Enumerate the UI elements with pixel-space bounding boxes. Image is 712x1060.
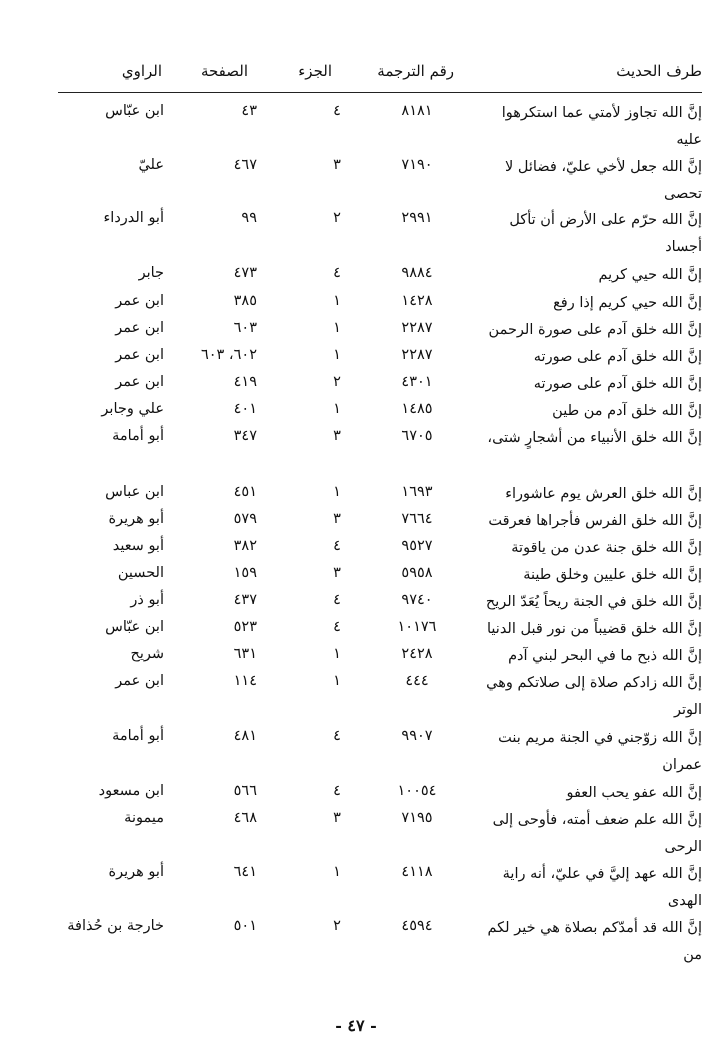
hadith-incipit: إنَّ الله تجاوز لأمتي عما استكرهوا عليه: [501, 105, 702, 148]
volume-number: ٢: [333, 374, 341, 390]
table-row: [0, 562, 712, 590]
entry-number: ٢٩٩١: [401, 210, 433, 226]
header-rawi: الراوي: [121, 62, 162, 80]
hadith-incipit: إنَّ الله خلق آدم من طين: [552, 403, 702, 419]
hadith-incipit: إنَّ الله خلق في الجنة ريحاً يُعَدّ الريح: [485, 594, 702, 610]
table-row: [0, 290, 712, 318]
page-ref: ٦٠٢، ٦٠٣: [200, 347, 257, 363]
entry-number: ٨١٨١: [401, 103, 433, 119]
page-ref: ٤٥١: [233, 484, 257, 500]
hadith-incipit: إنَّ الله عفو يحب العفو: [566, 785, 702, 801]
page-ref: ١٥٩: [233, 565, 257, 581]
volume-number: ١: [333, 864, 341, 880]
table-row: [0, 643, 712, 671]
entry-number: ٢٢٨٧: [401, 347, 433, 363]
page-ref: ٥٧٩: [233, 511, 257, 527]
volume-number: ٣: [333, 810, 341, 826]
hadith-incipit: إنَّ الله خلق قضيباً من نور قبل الدنيا: [486, 621, 702, 637]
volume-number: ٣: [333, 565, 341, 581]
header-page: الصفحة: [200, 62, 248, 80]
entry-number: ٤١١٨: [401, 864, 433, 880]
header-num: رقم الترجمة: [377, 62, 454, 80]
narrator: الحسين: [117, 565, 164, 581]
hadith-incipit: إنَّ الله عهد إليَّ في عليّ، أنه راية الهدى: [502, 866, 702, 909]
page-ref: ١١٤: [233, 673, 257, 689]
entry-number: ٤٣٠١: [401, 374, 433, 390]
hadith-incipit: إنَّ الله علم ضعف أمته، فأوحى إلى الرحى: [492, 812, 702, 855]
page-ref: ٦٤١: [233, 864, 257, 880]
narrator: ابن عبّاس: [105, 103, 164, 119]
narrator: أبو هريرة: [108, 511, 164, 527]
narrator: أبو الدرداء: [103, 210, 164, 226]
volume-number: ١: [333, 673, 341, 689]
entry-number: ٦٧٠٥: [401, 428, 433, 444]
narrator: جابر: [138, 265, 164, 281]
page-ref: ٤٣٧: [233, 592, 257, 608]
hadith-incipit: إنَّ الله حيي كريم: [598, 267, 702, 283]
table-row: [0, 371, 712, 399]
entry-number: ٧١٩٠: [401, 157, 433, 173]
hadith-incipit: إنَّ الله جعل لأخي عليّ، فضائل لا تحصى: [504, 159, 702, 202]
hadith-incipit: إنَّ الله خلق آدم على صورته: [533, 376, 702, 392]
header-rule: [58, 92, 702, 93]
volume-number: ٣: [333, 157, 341, 173]
table-row: [0, 398, 712, 426]
entry-number: ٢٢٨٧: [401, 320, 433, 336]
entry-number: ٥٩٥٨: [401, 565, 433, 581]
header-tarf: طرف الحديث: [616, 62, 702, 80]
page-ref: ٣٨٥: [233, 293, 257, 309]
hadith-incipit: إنَّ الله خلق آدم على صورته: [533, 349, 702, 365]
entry-number: ٧٦٦٤: [401, 511, 433, 527]
table-row: [0, 508, 712, 536]
narrator: شريح: [130, 646, 164, 662]
table-row: [0, 344, 712, 372]
volume-number: ٤: [333, 538, 341, 554]
hadith-incipit: إنَّ الله خلق عليين وخلق طينة: [523, 567, 702, 583]
volume-number: ١: [333, 646, 341, 662]
page-ref: ٥٦٦: [233, 783, 257, 799]
table-row: [0, 207, 712, 255]
page-ref: ٦٠٣: [233, 320, 257, 336]
page-ref: ٣٨٢: [233, 538, 257, 554]
narrator: ابن عمر: [115, 374, 164, 390]
page-number: - ٤٧ -: [335, 1016, 377, 1035]
entry-number: ٩٩٠٧: [401, 728, 433, 744]
page-ref: ٤٨١: [233, 728, 257, 744]
narrator: ميمونة: [124, 810, 164, 826]
page-ref: ٤٦٧: [233, 157, 257, 173]
table-row: [0, 670, 712, 718]
page-ref: ٣٤٧: [233, 428, 257, 444]
hadith-incipit: إنَّ الله زوّجني في الجنة مريم بنت عمران: [498, 730, 702, 773]
volume-number: ١: [333, 401, 341, 417]
table-row: [0, 154, 712, 202]
hadith-incipit: إنَّ الله حرّم على الأرض أن تأكل أجساد: [509, 212, 702, 255]
table-row: [0, 616, 712, 644]
volume-number: ٤: [333, 783, 341, 799]
entry-number: ١٤٢٨: [401, 293, 433, 309]
volume-number: ١: [333, 320, 341, 336]
table-row: [0, 100, 712, 148]
entry-number: ٧١٩٥: [401, 810, 433, 826]
page-ref: ٤٠١: [233, 401, 257, 417]
narrator: أبو ذر: [130, 592, 164, 608]
entry-number: ١٦٩٣: [401, 484, 433, 500]
table-row: [0, 807, 712, 855]
narrator: ابن عمر: [115, 293, 164, 309]
entry-number: ٩٧٤٠: [401, 592, 433, 608]
hadith-incipit: إنَّ الله خلق آدم على صورة الرحمن: [488, 322, 702, 338]
entry-number: ١٠١٧٦: [397, 619, 437, 635]
page-ref: ٥٢٣: [233, 619, 257, 635]
volume-number: ٣: [333, 511, 341, 527]
narrator: خارجة بن حُذافة: [67, 918, 164, 934]
hadith-incipit: إنَّ الله خلق العرش يوم عاشوراء: [505, 486, 702, 502]
page-ref: ٩٩: [241, 210, 257, 226]
table-row: [0, 535, 712, 563]
entry-number: ١٤٨٥: [401, 401, 433, 417]
volume-number: ٤: [333, 265, 341, 281]
narrator: علي وجابر: [101, 401, 164, 417]
narrator: عليّ: [138, 157, 164, 173]
header-part: الجزء: [298, 62, 332, 80]
entry-number: ٤٤٤: [405, 673, 429, 689]
entry-number: ٩٨٨٤: [401, 265, 433, 281]
narrator: ابن عمر: [115, 673, 164, 689]
narrator: أبو سعيد: [112, 538, 164, 554]
table-row: [0, 262, 712, 290]
page-ref: ٥٠١: [233, 918, 257, 934]
volume-number: ١: [333, 484, 341, 500]
entry-number: ٤٥٩٤: [401, 918, 433, 934]
volume-number: ٤: [333, 728, 341, 744]
narrator: ابن عبّاس: [105, 619, 164, 635]
table-row: [0, 861, 712, 909]
hadith-incipit: إنَّ الله قد أمدّكم بصلاة هي خير لكم من: [487, 920, 702, 963]
narrator: ابن عمر: [115, 320, 164, 336]
volume-number: ١: [333, 293, 341, 309]
volume-number: ٢: [333, 210, 341, 226]
table-row: [0, 725, 712, 773]
narrator: ابن مسعود: [98, 783, 164, 799]
table-row: [0, 317, 712, 345]
volume-number: ٤: [333, 592, 341, 608]
entry-number: ٢٤٢٨: [401, 646, 433, 662]
volume-number: ٤: [333, 619, 341, 635]
table-row: [0, 481, 712, 509]
table-row: [0, 915, 712, 963]
hadith-incipit: إنَّ الله زادكم صلاة إلى صلاتكم وهي الوتر: [486, 675, 702, 718]
volume-number: ٤: [333, 103, 341, 119]
narrator: ابن عمر: [115, 347, 164, 363]
volume-number: ٢: [333, 918, 341, 934]
page-ref: ٦٣١: [233, 646, 257, 662]
narrator: أبو هريرة: [108, 864, 164, 880]
entry-number: ٩٥٢٧: [401, 538, 433, 554]
hadith-incipit: إنَّ الله حيي كريم إذا رفع: [553, 295, 702, 311]
narrator: أبو أمامة: [112, 728, 164, 744]
hadith-incipit: إنَّ الله خلق الأنبياء من أشجارٍ شتى،: [487, 430, 702, 446]
narrator: أبو أمامة: [112, 428, 164, 444]
table-row: [0, 425, 712, 453]
hadith-incipit: إنَّ الله ذبح ما في البحر لبني آدم: [508, 648, 702, 664]
page-ref: ٤٧٣: [233, 265, 257, 281]
volume-number: ١: [333, 347, 341, 363]
entry-number: ١٠٠٥٤: [397, 783, 437, 799]
volume-number: ٣: [333, 428, 341, 444]
table-row: [0, 589, 712, 617]
narrator: ابن عباس: [105, 484, 164, 500]
page-ref: ٤١٩: [233, 374, 257, 390]
hadith-incipit: إنَّ الله خلق جنة عدن من ياقوتة: [511, 540, 702, 556]
page-ref: ٤٦٨: [233, 810, 257, 826]
page-ref: ٤٣: [241, 103, 257, 119]
table-row: [0, 780, 712, 808]
hadith-incipit: إنَّ الله خلق الفرس فأجراها فعرقت: [488, 513, 702, 529]
